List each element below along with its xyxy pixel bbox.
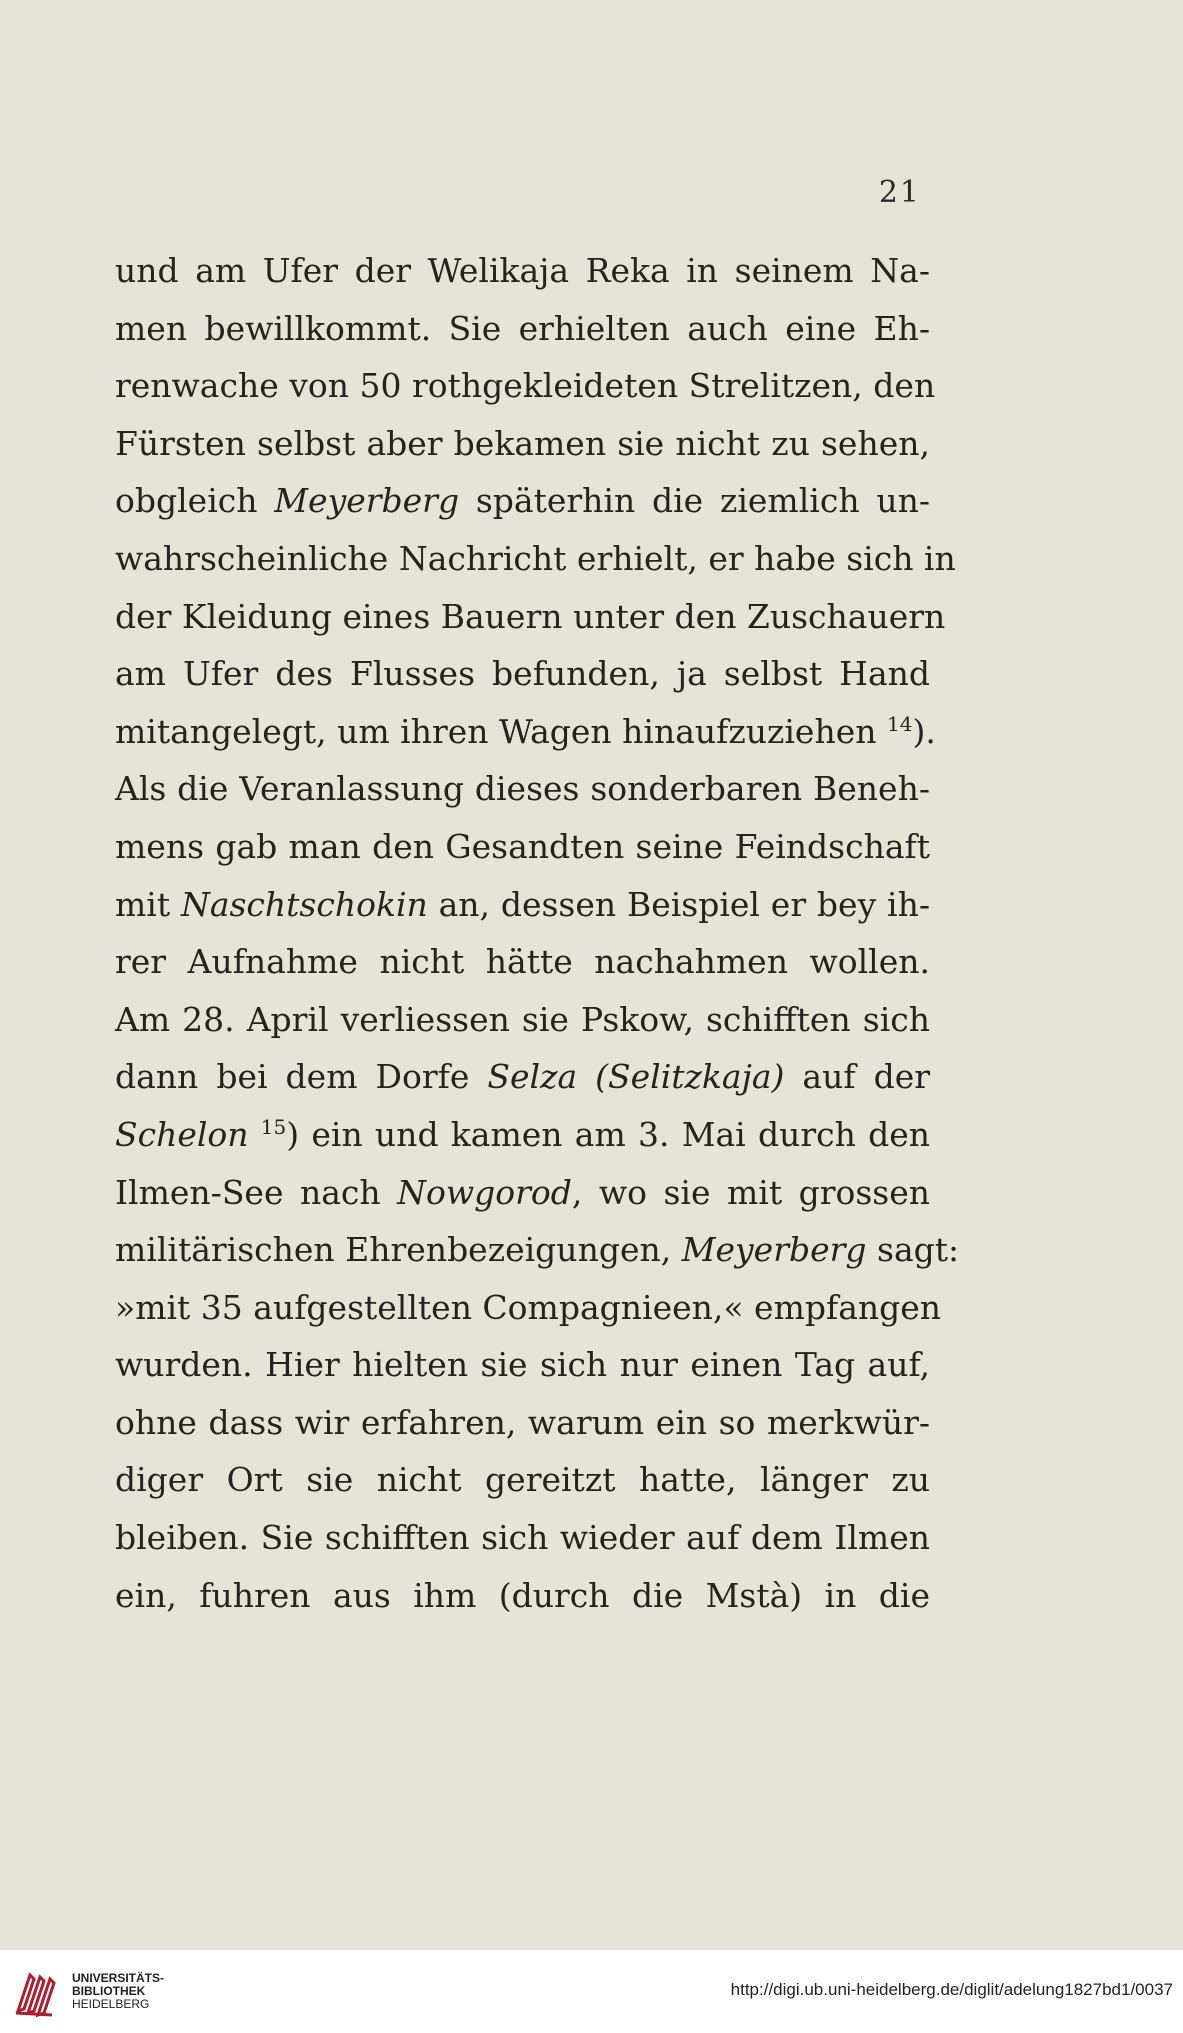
- text-line: [115, 1221, 960, 1279]
- text-line: [115, 472, 930, 530]
- text-line: [115, 760, 930, 818]
- text-segment: militärischen Ehrenbezeigungen,: [115, 1230, 682, 1270]
- italic-name: Meyerberg: [274, 481, 460, 521]
- text-line: [115, 645, 930, 703]
- text-line: [115, 933, 930, 991]
- text-segment: der Kleidung eines Bauern unter den Zuschauern: [115, 596, 946, 636]
- text-segment: Ilmen-See nach: [115, 1172, 398, 1212]
- text-line: [115, 1567, 930, 1625]
- text-line: [115, 588, 946, 646]
- footer-bar: [0, 1950, 1183, 2033]
- text-line: [115, 1451, 930, 1509]
- source-url-link[interactable]: http://digi.ub.uni-heidelberg.de/diglit/adelung1827bd1/0037: [730, 1980, 1173, 1999]
- body-text: [115, 242, 960, 1624]
- text-segment: mens gab man den Gesandten seine Feindschaft: [115, 826, 930, 866]
- text-line: [115, 1048, 930, 1106]
- text-line: [115, 1106, 930, 1164]
- text-line: [115, 991, 930, 1049]
- text-segment: Fürsten selbst aber bekamen sie nicht zu sehen,: [115, 423, 930, 463]
- page-number: 21: [878, 175, 921, 210]
- text-line: [115, 1164, 930, 1222]
- italic-name: Selza (Selitzkaja): [487, 1057, 785, 1097]
- text-segment: auf der: [784, 1057, 930, 1097]
- text-segment: bleiben. Sie schifften sich wieder auf dem Ilmen: [115, 1518, 930, 1558]
- text-segment: mitangelegt, um ihren Wagen hinaufzuziehen: [115, 711, 887, 751]
- text-segment: »mit 35 aufgestellten Compagnieen,« empfangen: [115, 1287, 942, 1327]
- text-line: [115, 242, 930, 300]
- text-line: [115, 357, 936, 415]
- italic-name: Meyerberg: [681, 1230, 867, 1270]
- text-segment: wurden. Hier hielten sie sich nur einen Tag auf,: [115, 1345, 930, 1385]
- text-line: [115, 876, 930, 934]
- text-segment: und am Ufer der Welikaja Reka in seinem Na-: [115, 251, 930, 290]
- text-segment: diger Ort sie nicht gereitzt hatte, länger zu: [115, 1460, 930, 1500]
- text-segment: renwache von 50 rothgekleideten Strelitzen, den: [115, 366, 936, 406]
- library-name: [72, 1972, 164, 2011]
- text-segment: rer Aufnahme nicht hätte nachahmen wollen.: [115, 942, 930, 982]
- text-segment: Als die Veranlassung dieses sonderbaren Beneh-: [115, 769, 930, 809]
- text-segment: sagt:: [866, 1230, 960, 1270]
- text-segment: ) ein und kamen am 3. Mai durch den: [286, 1114, 930, 1154]
- text-line: [115, 1509, 930, 1567]
- text-segment: [249, 1115, 261, 1154]
- text-line: [115, 1394, 930, 1452]
- italic-name: Naschtschokin: [180, 884, 428, 924]
- text-line: [115, 1336, 930, 1394]
- library-name-line2: BIBLIOTHEK: [72, 1984, 146, 1998]
- text-segment: , wo sie mit grossen: [571, 1172, 931, 1212]
- university-library-logo-icon[interactable]: [12, 1965, 64, 2019]
- text-segment: Am 28. April verliessen sie Pskow, schifften sich: [115, 999, 930, 1039]
- text-segment: am Ufer des Flusses befunden, ja selbst Hand: [115, 654, 930, 694]
- text-segment: obgleich: [115, 481, 275, 521]
- text-line: [115, 818, 930, 876]
- text-line: [115, 703, 936, 761]
- text-segment: men bewillkommt. Sie erhielten auch eine Eh-: [115, 308, 930, 348]
- italic-name: Nowgorod: [397, 1172, 572, 1212]
- text-line: [115, 530, 956, 588]
- footnote-marker: 15: [260, 1114, 287, 1139]
- italic-name: Schelon: [115, 1114, 249, 1154]
- text-segment: mit: [115, 884, 181, 924]
- text-segment: ein, fuhren aus ihm (durch die Mstà) in die: [115, 1575, 930, 1615]
- text-line: [115, 415, 930, 473]
- footnote-marker: 14: [887, 711, 913, 736]
- text-line: [115, 300, 930, 358]
- library-name-line3: HEIDELBERG: [72, 1997, 150, 2011]
- text-segment: an, dessen Beispiel er bey ih-: [427, 884, 930, 924]
- text-segment: ).: [912, 711, 936, 751]
- library-name-line1: UNIVERSITÄTS-: [72, 1971, 165, 1985]
- text-segment: wahrscheinliche Nachricht erhielt, er habe sich in: [115, 538, 956, 578]
- text-segment: späterhin die ziemlich un-: [459, 481, 930, 521]
- text-segment: ohne dass wir erfahren, warum ein so merkwür-: [115, 1402, 930, 1442]
- text-segment: dann bei dem Dorfe: [115, 1057, 488, 1097]
- text-line: [115, 1279, 942, 1337]
